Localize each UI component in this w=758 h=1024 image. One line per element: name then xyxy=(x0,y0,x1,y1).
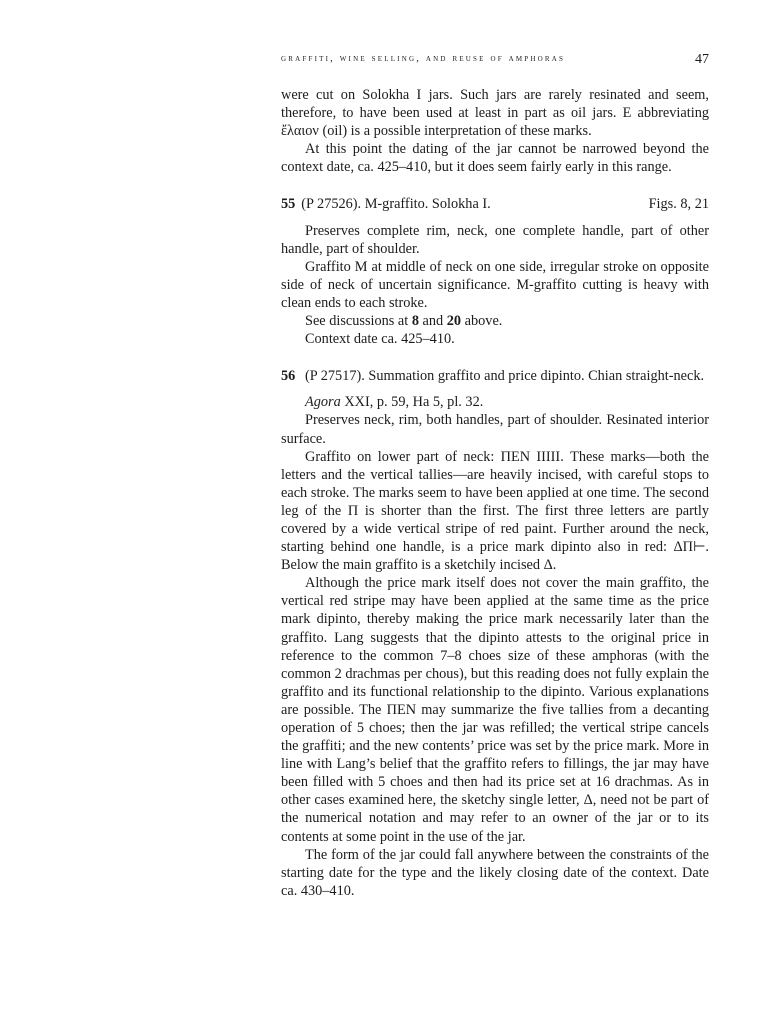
entry-55-date: Context date ca. 425–410. xyxy=(305,331,455,348)
entry-56-reference: Agora XXI, p. 59, Ha 5, pl. 32. xyxy=(305,394,484,411)
catalog-entry-56-heading xyxy=(281,367,709,385)
entry-title-55: (P 27526). Μ-graffito. Solokha I. xyxy=(301,196,491,213)
running-header xyxy=(281,52,709,68)
entry-56-graffito: Graffito on lower part of neck: ΠΕΝ ΙΙΙΙΙ. These marks—both the letters and the vertical tallies—are heavily incised, with careful stops to each stroke. The marks seem to have been applied at one time. The second leg of the Π is shorter than the first. The first three letters are partly covered by a wide vertical stripe of red paint. Further around the neck, starting behind one handle, is a price mark dipinto also in red: ΔΠ⊢. Below the main graffito is a sketchily incised Δ. xyxy=(281,448,709,574)
entry-figs-55: Figs. 8, 21 xyxy=(648,196,709,213)
paragraph-dating: At this point the dating of the jar cannot be narrowed beyond the context date, ca. 425–410, but it does seem fairly early in this range. xyxy=(281,141,709,176)
agora-italic: Agora xyxy=(305,394,341,411)
entry-title-56: (P 27517). Summation graffito and price dipinto. Chian straight-neck. xyxy=(305,368,705,385)
entry-56-discussion: Although the price mark itself does not cover the main graffito, the vertical red stripe may have been applied at the same time as the price mark dipinto, thereby making the price mark necessarily later than the graffito. Lang suggests that the dipinto attests to the original price in reference to the common 7–8 choes size of these amphoras (with the common 2 drachmas per chous), but this reading does not fully explain the graffito and its functional relationship to the dipinto. Various explanations are possible. The ΠΕΝ may summarize the five tallies from a decanting operation of 5 choes; then the jar was refilled; the vertical stripe cancels the graffiti; and the new contents’ price was set by the price mark. More in line with Lang’s belief that the graffito refers to fillings, the jar may have been filled with 5 choes and then had its price set at 16 drachmas. As in other cases examined here, the sketchy single letter, Δ, need not be part of the numerical notation and may refer to an owner of the jar or to its contents at some point in the use of the jar. xyxy=(281,575,709,845)
entry-number-55: 55 xyxy=(281,196,296,213)
entry-number-56: 56 xyxy=(281,368,296,385)
entry-55-graffito: Graffito Μ at middle of neck on one side, irregular stroke on opposite side of neck of uncertain significance. Μ-graffito cutting is heavy with clean ends to each stroke. xyxy=(281,258,709,311)
entry-55-preserves: Preserves complete rim, neck, one complete handle, part of other handle, part of shoulder. xyxy=(281,222,709,257)
paragraph-continued: were cut on Solokha I jars. Such jars are rarely resinated and seem, therefore, to have been used at least in part as oil jars. Ε abbreviating ἔλαιον (oil) is a possible interpretation of these marks. xyxy=(281,87,709,140)
entry-55-discussion: See discussions at 8 and 20 above. xyxy=(305,313,503,330)
entry-56-preserves: Preserves neck, rim, both handles, part of shoulder. Resinated interior surface. xyxy=(281,412,709,447)
cross-ref-8: 8 xyxy=(411,313,419,330)
catalog-entry-55-heading xyxy=(281,195,709,213)
body-text xyxy=(281,86,709,900)
page-number: 47 xyxy=(695,52,709,67)
cross-ref-20: 20 xyxy=(446,313,462,330)
entry-56-date: The form of the jar could fall anywhere between the constraints of the starting date for the type and the likely closing date of the context. Date ca. 430–410. xyxy=(281,846,709,899)
running-title: graffiti, wine selling, and reuse of amphoras xyxy=(281,53,566,64)
